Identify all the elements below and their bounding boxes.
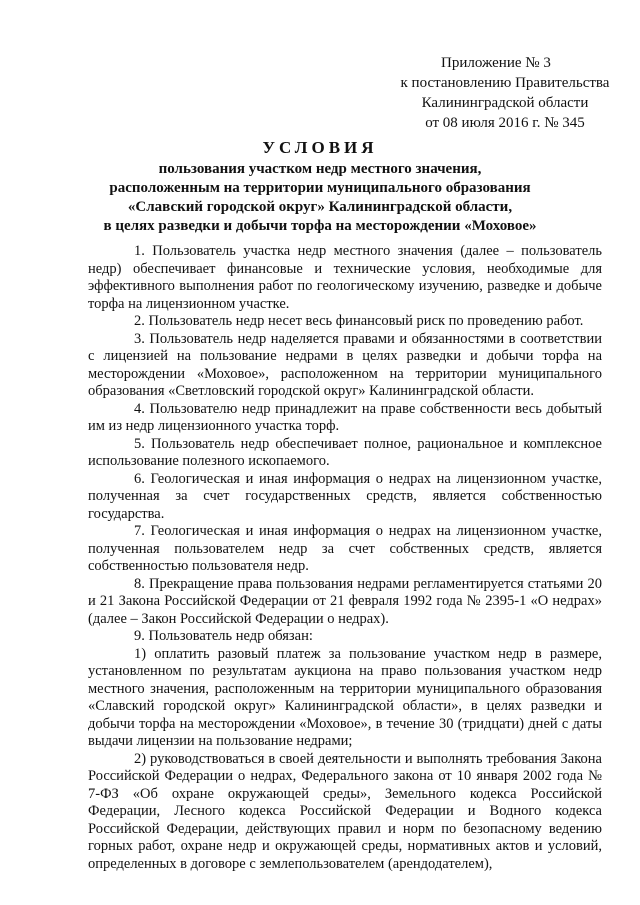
appendix-header — [385, 53, 625, 133]
subtitle-line: «Славский городской округ» Калининградской области, — [127, 199, 513, 215]
paragraph-4: 4. Пользователю недр принадлежит на праве собственности весь добытый им из недр лицензионного участка торф. — [88, 400, 602, 434]
paragraph-1: 1. Пользователь участка недр местного значения (далее – пользователь недр) обеспечивает финансовые и технические условия, необходимые для эффективного выполнения работ по геологическому изучению, разведке и добыче торфа на лицензионном участке. — [88, 243, 602, 312]
paragraph-9: 9. Пользователь недр обязан: — [134, 628, 313, 644]
appendix-region: Калининградской области — [421, 95, 589, 111]
paragraph-7: 7. Геологическая и иная информация о недрах на лицензионном участке, полученная пользователем недр за счет собственных средств, является собственностью пользователя недр. — [88, 523, 602, 574]
paragraph-3: 3. Пользователь недр наделяется правами и обязанностями в соответствии с лицензией на пользование недрами в целях разведки и добычи торфа на месторождении «Моховое», расположенном на территории муниципального образования «Светловский городской округ» Калининградской области. — [88, 330, 602, 399]
paragraph-5: 5. Пользователь недр обеспечивает полное, рациональное и комплексное использование полезного ископаемого. — [88, 435, 602, 469]
document-body — [88, 243, 602, 873]
paragraph-6: 6. Геологическая и иная информация о недрах на лицензионном участке, полученная за счет государственных средств, является собственностью государства. — [88, 470, 602, 522]
paragraph-9-1: 1) оплатить разовый платеж за пользование участком недр в размере, установленном по результатам аукциона на право пользования участком недр местного значения, расположенным на территории муниципального образования «Славский городской округ» Калининградской области», в целях разведки и добычи торфа на месторождении «Моховое», в течение 30 (тридцати) дней с даты выдачи лицензии на пользование недрами; — [88, 645, 602, 749]
document-subtitle — [40, 160, 600, 236]
appendix-reference: к постановлению Правительства — [400, 75, 610, 91]
subtitle-line: пользования участком недр местного значения, — [158, 161, 482, 177]
appendix-date: от 08 июля 2016 г. № 345 — [425, 115, 585, 131]
paragraph-8: 8. Прекращение права пользования недрами регламентируется статьями 20 и 21 Закона Российской Федерации от 21 февраля 1992 года № 2395-1 «О недрах» (далее – Закон Российской Федерации о недрах). — [88, 575, 602, 627]
subtitle-line: в целях разведки и добычи торфа на месторождении «Моховое» — [103, 218, 537, 234]
paragraph-9-2: 2) руководствоваться в своей деятельности и выполнять требования Закона Российской Федерации о недрах, Федерального закона от 10 января 2002 года № 7-ФЗ «Об охране окружающей среды», Земельного кодекса Российской Федерации, Лесного кодекса Российской Федерации и Водного кодекса Российской Федерации, действующих правил и норм по безопасному ведению горных работ, охране недр и окружающей среды, нормативных актов и условий, определенных в договоре с землепользователем (арендодателем), — [88, 750, 602, 872]
appendix-number: Приложение № 3 — [441, 55, 551, 71]
paragraph-2: 2. Пользователь недр несет весь финансовый риск по проведению работ. — [134, 313, 584, 329]
document-title: УСЛОВИЯ — [262, 138, 378, 157]
subtitle-line: расположенным на территории муниципального образования — [109, 180, 531, 196]
